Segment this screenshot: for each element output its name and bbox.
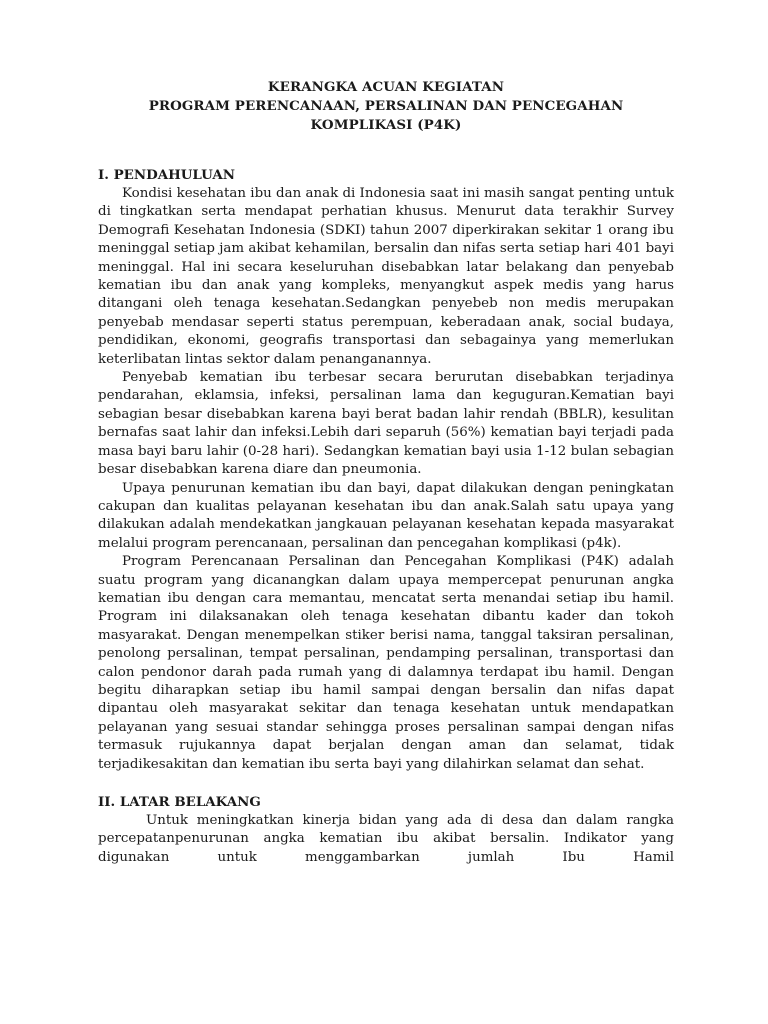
- title-line-1: KERANGKA ACUAN KEGIATAN: [267, 79, 505, 95]
- paragraph: Kondisi kesehatan ibu dan anak di Indonesia saat ini masih sangat penting untuk di tingkatkan serta mendapat perhatian khusus. Menurut data terakhir Survey Demografi Kesehatan Indonesia (SDKI) tahun 2007 diperkirakan sekitar 1 orang ibu meninggal setiap jam akibat kehamilan, bersalin dan nifas serta setiap hari 401 bayi meninggal. Hal ini secara keseluruhan disebabkan latar belakang dan penyebab kematian ibu dan anak yang kompleks, menyangkut aspek medis yang harus ditangani oleh tenaga kesehatan.Sedangkan penyebeb non medis merupakan penyebab mendasar seperti status perempuan, keberadaan anak, social budaya, pendidikan, ekonomi, geografis transportasi dan sebagainya yang memerlukan keterlibatan lintas sektor dalam penanganannya.: [98, 186, 674, 367]
- paragraph: Upaya penurunan kematian ibu dan bayi, dapat dilakukan dengan peningkatan cakupan dan kualitas pelayanan kesehatan ibu dan anak.Salah satu upaya yang dilakukan adalah mendekatkan jangkauan pelayanan kesehatan kepada masyarakat melalui program perencanaan, persalinan dan pencegahan komplikasi (p4k).: [98, 480, 674, 551]
- document-title: [98, 78, 674, 135]
- section-heading-pendahuluan: I. PENDAHULUAN: [98, 167, 236, 183]
- document-page: [98, 78, 674, 867]
- title-line-2: PROGRAM PERENCANAAN, PERSALINAN DAN PENCEGAHAN: [148, 98, 624, 114]
- paragraph: Untuk meningkatkan kinerja bidan yang ada di desa dan dalam rangka percepatanpenurunan angka kematian ibu akibat bersalin. Indikator yang digunakan untuk menggambarkan jumlah Ibu Hamil: [98, 813, 674, 865]
- title-line-3: KOMPLIKASI (P4K): [310, 117, 462, 133]
- section-heading-latar-belakang: II. LATAR BELAKANG: [98, 794, 261, 810]
- paragraph: Program Perencanaan Persalinan dan Pencegahan Komplikasi (P4K) adalah suatu program yang dicanangkan dalam upaya mempercepat penurunan angka kematian ibu dengan cara memantau, mencatat serta menandai setiap ibu hamil. Program ini dilaksanakan oleh tenaga kesehatan dibantu kader dan tokoh masyarakat. Dengan menempelkan stiker berisi nama, tanggal taksiran persalinan, penolong persalinan, tempat persalinan, pendamping persalinan, transportasi dan calon pendonor darah pada rumah yang di dalamnya terdapat ibu hamil. Dengan begitu diharapkan setiap ibu hamil sampai dengan bersalin dan nifas dapat dipantau oleh masyarakat sekitar dan tenaga kesehatan untuk mendapatkan pelayanan yang sesuai standar sehingga proses persalinan sampai dengan nifas termasuk rujukannya dapat berjalan dengan aman dan selamat, tidak terjadikesakitan dan kematian ibu serta bayi yang dilahirkan selamat dan sehat.: [98, 554, 674, 772]
- paragraph: Penyebab kematian ibu terbesar secara berurutan disebabkan terjadinya pendarahan, eklamsia, infeksi, persalinan lama dan keguguran.Kematian bayi sebagian besar disebabkan karena bayi berat badan lahir rendah (BBLR), kesulitan bernafas saat lahir dan infeksi.Lebih dari separuh (56%) kematian bayi terjadi pada masa bayi baru lahir (0-28 hari). Sedangkan kematian bayi usia 1-12 bulan sebagian besar disebabkan karena diare dan pneumonia.: [98, 370, 674, 478]
